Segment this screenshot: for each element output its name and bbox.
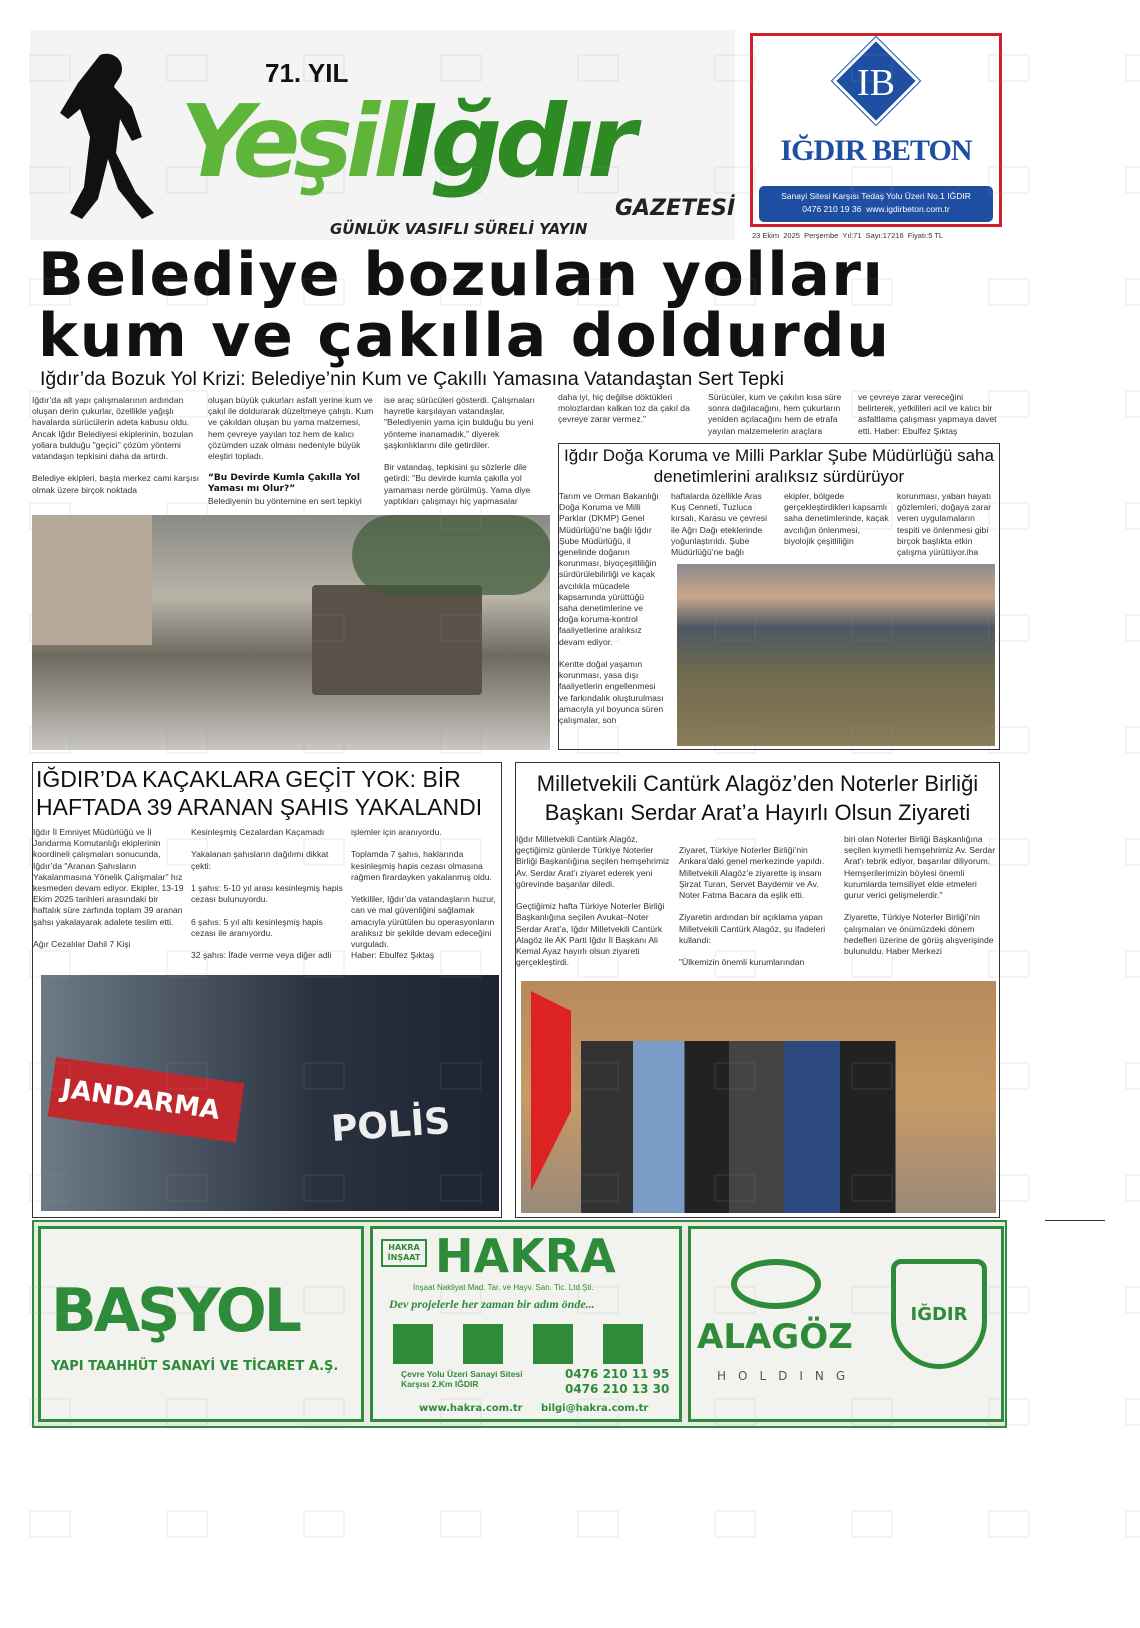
alagoz-logo-icon xyxy=(731,1259,821,1309)
watermark-icon xyxy=(989,1511,1029,1537)
igdir-emblem: IĞDIR xyxy=(891,1259,987,1369)
police-col-1: Iğdır İl Emniyet Müdürlüğü ve İl Jandarma Komutanlığı ekiplerinin koordineli çalışmaları sonucunda, Iğdır’da "Aranan Şahısların Yakalanmasına Yönelik Çalışmalar" hız kesmeden devam ediyor. Ekipler, 13-19 Ekim 2025 tarihleri arasındaki bir haftalık süre zarfında toplam 39 aranan şahsı yakalayarak adalete teslim etti. Ağır Cezalılar Dahil 7 Kişi xyxy=(33,827,184,950)
watermark-icon xyxy=(1126,839,1140,865)
ad-web[interactable]: www.igdirbeton.com.tr xyxy=(866,204,950,214)
anniversary: 71. YIL xyxy=(265,58,349,88)
watermark-icon xyxy=(852,1511,892,1537)
ad-name: IĞDIR BETON xyxy=(780,134,972,167)
visit-article xyxy=(515,762,1000,1218)
watermark-icon xyxy=(1126,391,1140,417)
road-repair-photo xyxy=(32,515,550,750)
jandarma-vest: JANDARMA xyxy=(59,1074,222,1126)
hakra-ad[interactable]: HAKRA İNŞAAT HAKRA İnşaat Nakliyat Mad. Tar. ve Hayv. San. Tic. Ltd.Şti. Dev projelerle her zaman bir adım önde... Çevre Yolu Üzeri Sanayi Sitesi Karşısı 2.Km IĞDIR 0476 210 11 95 0476 210 13 30 www.hakra.com.tr bilgi@hakra.com.tr xyxy=(370,1226,682,1422)
nature-article xyxy=(558,443,1000,750)
watermark-icon xyxy=(1126,951,1140,977)
nature-col-1: Tarım ve Orman Bakanlığı Doğa Koruma ve Milli Parklar (DKMP) Genel Müdürlüğü’ne bağlı Iğdır Şube Müdürlüğü, il genelinde doğanın korunması, biyoçeşitliliğin sürdürülebilirliği ve kaçak avcılıkla mücadele kapsamında yürüttüğü saha denetimlerine ve doğa koruma-kontrol faaliyetlerine aralıksız devam ediyor. Kentte doğal yaşamın korunması, yasa dışı faaliyetlerin engellenmesi ve farkındalık oluşturulması amacıyla yıl boyunca süren çalışmalar, son xyxy=(559,491,664,726)
watermark-icon xyxy=(1126,1287,1140,1313)
watermark-icon xyxy=(715,1511,755,1537)
lead-subhead: Iğdır’da Bozuk Yol Krizi: Belediye’nin Kum ve Çakıllı Yamasına Vatandaştan Sert Tepki xyxy=(40,368,784,390)
nature-title: Iğdır Doğa Koruma ve Milli Parklar Şube Müdürlüğü saha denetimlerini aralıksız sürdürüyor xyxy=(564,446,994,486)
watermark-icon xyxy=(1126,1511,1140,1537)
gazetesi: GAZETESİ xyxy=(615,196,736,221)
watermark-icon xyxy=(1126,1399,1140,1425)
watermark-icon xyxy=(1126,55,1140,81)
lead-headline-2: kum ve çakılla doldurdu xyxy=(38,301,891,371)
police-article xyxy=(32,762,502,1218)
mountain-photo xyxy=(677,564,995,746)
visit-col-2: Ziyaret, Türkiye Noterler Birliği’nin Ankara’daki genel merkezinde yapıldı. Milletvekili Alagöz’e ziyarette iş insanı Şirzat Turan, Servet Baydemir ve Av. Noter Fatma Bacara da eşlik etti. Ziyaretin ardından bir açıklama yapan Milletvekili Cantürk Alagöz, şu ifadeleri kullandı: "Ülkemizin önemli kurumlarından xyxy=(679,845,826,968)
watermark-icon xyxy=(1126,615,1140,641)
visit-col-3: biri olan Noterler Birliği Başkanlığına seçilen kıymetli hemşehrimiz Av. Serdar Arat’ı tebrik ediyor, başarılar diliyorum. Hemşerilerimizin böylesi önemli kurumlarda temsiliyet elde etmeleri gurur verici gelişmelerdir." Ziyarette, Türkiye Noterler Birliği’nin çalışmaları ve önümüzdeki dönem hedefleri üzerine de görüş alışverişinde bulunuldu. Haber Merkezi xyxy=(844,834,996,957)
masthead xyxy=(30,30,735,240)
igdir-beton-ad[interactable]: IB IĞDIR BETON Sanayi Sitesi Karşısı Tedaş Yolu Üzeri No.1 IĞDIR 0476 210 19 36 www.igdirbeton.com.tr xyxy=(750,33,1002,227)
watermark-icon xyxy=(1126,503,1140,529)
lead-col-4: daha iyi, hiç değilse döktükleri molozlardan kalkan toz da çakıl da çevreye zarar vermez." xyxy=(558,392,690,425)
alagoz-ad[interactable]: ALAGÖZ HOLDING IĞDIR xyxy=(688,1226,1004,1422)
watermark-icon xyxy=(441,1511,481,1537)
lead-subheading: “Bu Devirde Kumla Çakılla Yol Yaması mı Olur?” xyxy=(208,473,360,495)
tagline: GÜNLÜK VASIFLI SÜRELİ YAYIN xyxy=(330,220,588,238)
visit-photo xyxy=(521,981,996,1213)
nature-col-3: ekipler, bölgede gerçekleştirdikleri kapsamlı saha denetimlerinde, kaçak avcılığın önlenmesi, biyolojik çeşitliliğin xyxy=(784,491,889,546)
police-title: IĞDIR’DA KAÇAKLARA GEÇİT YOK: BİR HAFTADA 39 ARANAN ŞAHIS YAKALANDI xyxy=(36,766,483,820)
lead-col-1: Iğdır’da alt yapı çalışmalarının ardından oluşan derin çukurlar, özellikle yağışlı havalarda sürücülerin adeta kabusu oldu. Ancak Iğdır Belediyesi ekiplerinin, bozulan yollara bulduğu "geçici" çözüm yöntemi vatandaşın tepkisini daha da artırdı. Belediye ekipleri, başta merkez cami karşısı olmak üzere birçok noktada xyxy=(32,395,200,495)
watermark-icon xyxy=(578,1511,618,1537)
watermark-icon xyxy=(167,1511,207,1537)
nature-col-4: korunması, yaban hayatı gözlemleri, doğaya zarar veren uygulamaların tespiti ve önlenmesi gibi birçok başlıkta etkin çalışma yürütüyor.iha xyxy=(897,491,992,558)
watermark-icon xyxy=(1126,167,1140,193)
ataturk-silhouette-icon xyxy=(40,45,170,235)
polis-vest: POLİS xyxy=(329,1100,452,1151)
police-col-2: Kesinleşmiş Cezalardan Kaçamadı Yakalanan şahısların dağılımı dikkat çekti: 1 şahıs: 5-10 yıl arası kesinleşmiş hapis cezası bulunuyordu. 6 şahıs: 5 yıl altı kesinleşmiş hapis cezası ile aranıyordu. 32 şahıs: İfade verme veya diğer adli xyxy=(191,827,343,961)
lead-col-5: Sürücüler, kum ve çakılın kısa süre sonra dağılacağını, hem çukurların yeniden açılacağını hem de etrafa yayılan malzemelerin araçlara xyxy=(708,392,842,436)
lead-col-2: oluşan büyük çukurları asfalt yerine kum ve çakıl ile doldurarak düzeltmeye çalıştı. Kum ve çakıldan oluşan bu yama malzemesi, hem çevreye yayılan toz hem de kalıcı çözümden uzak olması nedeniyle büyük eleştiri topladı. “Bu Devirde Kumla Çakılla Yol Yaması mı Olur?” Belediyenin bu yöntemine en sert tepkiyi xyxy=(208,395,378,507)
police-photo xyxy=(41,975,499,1211)
lead-col-3: ise araç sürücüleri gösterdi. Çalışmaları hayretle karşılayan vatandaşlar, "Belediyenin yama için bulduğu bu yeni yönteme inanamadık," diyerek şaşkınlıklarını dile getirdiler. Bir vatandaş, tepkisini şu sözlerle dile getirdi: "Bu devirde kumla çakılla yol yamaması nerde görülmüş. Yama diye yaptıkları çalışmayı hiç yapmasalar xyxy=(384,395,535,506)
ad-address: Sanayi Sitesi Karşısı Tedaş Yolu Üzeri No.1 IĞDIR xyxy=(781,191,971,201)
visit-title: Milletvekili Cantürk Alagöz’den Noterler Birliği Başkanı Serdar Arat’a Hayırlı Olsun Ziyareti xyxy=(536,771,979,825)
watermark-icon xyxy=(1126,279,1140,305)
visit-col-1: Iğdır Milletvekili Cantürk Alagöz, geçtiğimiz günlerde Türkiye Noterler Birliği Başkanlığına seçilen hemşehrimiz Av. Serdar Arat’ı ziyaret ederek yeni görevinde başarılar diledi. Geçtiğimiz hafta Türkiye Noterler Birliği Başkanlığına seçilen Avukat–Noter Serdar Arat’a, Iğdır Milletvekili Cantürk Alagöz ile AK Parti Iğdır İl Başkanı Ali Kemal Ayaz hayırlı olsun ziyareti gerçekleştirdi. xyxy=(516,834,670,968)
nature-col-2: haftalarda özellikle Aras Kuş Cenneti, Tuzluca kırsalı, Karasu ve çevresi ile Ağrı Dağı eteklerinde yoğunlaştırıldı. Şube Müdürlüğü’ne bağlı xyxy=(671,491,767,558)
watermark-icon xyxy=(304,1511,344,1537)
basyol-ad[interactable]: BAŞYOL YAPI TAAHHÜT SANAYİ VE TİCARET A.Ş. xyxy=(38,1226,364,1422)
watermark-icon xyxy=(1126,1175,1140,1201)
lead-headline-1: Belediye bozulan yolları xyxy=(38,240,885,310)
police-col-3: işlemler için aranıyordu. Toplamda 7 şahıs, haklarında kesinleşmiş hapis cezası olmasına rağmen firardayken yakalanmış oldu. Yetkililer, Iğdır’da vatandaşların huzur, can ve mal güvenliğini sağlamak amacıyla yürütülen bu operasyonların aralıksız bir şekilde devam edeceğini vurguladı. Haber: Ebulfez Şıktaş xyxy=(351,827,496,961)
watermark-icon xyxy=(1126,1063,1140,1089)
date-line: 23 Ekim 2025 Perşembe Yıl:71 Sayı:17216 Fiyatı:5 TL xyxy=(752,231,944,240)
watermark-icon xyxy=(30,1511,70,1537)
masthead-title: YeşilIğdır xyxy=(180,83,630,200)
ad-phone: 0476 210 19 36 xyxy=(802,204,862,214)
lead-col-6: ve çevreye zarar vereceğini belirterek, yetkilileri acil ve kalıcı bir asfaltlama çalışması yapmaya davet etti. Haber: Ebulfez Şıktaş xyxy=(858,392,997,436)
watermark-icon xyxy=(989,279,1029,305)
watermark-icon xyxy=(1126,727,1140,753)
